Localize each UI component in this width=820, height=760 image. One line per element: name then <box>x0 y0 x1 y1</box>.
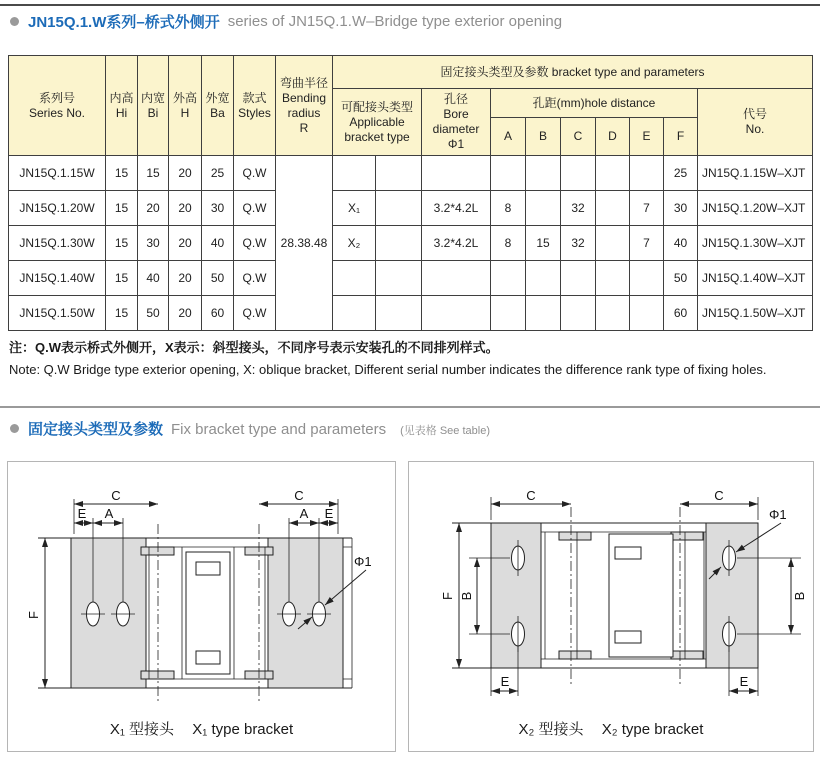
col-header-bi-zh: 内宽 <box>140 90 165 105</box>
col-header-bore-en: Bore diameter <box>432 107 480 136</box>
col-header-radius-zh: 弯曲半径 <box>279 75 328 90</box>
cell-d <box>596 226 630 261</box>
col-header-radius-sym: R <box>299 120 309 135</box>
cell-d <box>596 156 630 191</box>
cell-f: 50 <box>664 261 698 296</box>
cell-series: JN15Q.1.30W <box>9 226 106 261</box>
cell-style: Q.W <box>234 261 276 296</box>
cell-hi: 15 <box>106 261 138 296</box>
cell-series: JN15Q.1.50W <box>9 296 106 331</box>
cell-a: 8 <box>491 226 526 261</box>
bullet-icon <box>10 17 19 26</box>
dim-label-e: E <box>324 506 334 521</box>
col-header-series-en: Series No. <box>28 105 86 120</box>
cell-b <box>526 156 561 191</box>
cell-style: Q.W <box>234 191 276 226</box>
cell-bore: 3.2*4.2L <box>422 226 491 261</box>
dim-label-phi1: Φ1 <box>354 554 372 569</box>
col-header-bore <box>422 89 491 156</box>
cell-bracket: X₁ <box>333 191 376 226</box>
cell-h: 20 <box>169 226 202 261</box>
x2-caption-zh: X₂ 型接头 <box>518 721 584 738</box>
group-header-bracket-params: 固定接头类型及参数 bracket type and parameters <box>333 56 813 89</box>
col-header-bore-zh: 孔径 <box>443 92 468 106</box>
cell-no: JN15Q.1.40W–XJT <box>698 261 813 296</box>
dim-label-a: A <box>299 506 309 521</box>
dim-label-c: C <box>714 488 724 503</box>
x1-caption-en: X₁ type bracket <box>192 721 294 738</box>
cell-b <box>526 261 561 296</box>
dim-label-f: F <box>440 592 455 600</box>
table-row <box>9 191 813 226</box>
cell-h: 20 <box>169 191 202 226</box>
cell-bore <box>422 156 491 191</box>
dim-label-a: A <box>104 506 114 521</box>
section2-title-zh: 固定接头类型及参数 <box>28 421 164 438</box>
cell-ba: 60 <box>202 296 234 331</box>
notes <box>9 337 767 377</box>
cell-series: JN15Q.1.40W <box>9 261 106 296</box>
cell-e <box>630 296 664 331</box>
cell-b <box>526 296 561 331</box>
section2-title-en: Fix bracket type and parameters <box>171 421 387 438</box>
dim-label-e: E <box>739 674 749 689</box>
col-header-bracket-type <box>333 89 422 156</box>
cell-bracket2 <box>376 296 422 331</box>
cell-bending-radius: 28.38.48 <box>276 156 333 331</box>
col-header-c: C <box>561 118 596 156</box>
col-header-e: E <box>630 118 664 156</box>
dim-label-b: B <box>459 591 474 601</box>
cell-bracket <box>333 296 376 331</box>
col-header-bi <box>138 56 169 156</box>
cell-h: 20 <box>169 156 202 191</box>
cell-c: 32 <box>561 191 596 226</box>
cell-b <box>526 191 561 226</box>
cell-bore: 3.2*4.2L <box>422 191 491 226</box>
cell-ba: 40 <box>202 226 234 261</box>
cell-c: 32 <box>561 226 596 261</box>
dim-label-b: B <box>792 591 807 601</box>
cell-h: 20 <box>169 296 202 331</box>
cell-a <box>491 296 526 331</box>
cell-f: 30 <box>664 191 698 226</box>
cell-e: 7 <box>630 226 664 261</box>
cell-a <box>491 261 526 296</box>
col-header-hi-en: Hi <box>115 105 128 120</box>
cell-style: Q.W <box>234 296 276 331</box>
col-header-bracket-zh: 可配接头类型 <box>340 99 413 114</box>
top-divider <box>0 4 820 6</box>
x1-bracket-drawing <box>8 462 395 712</box>
cell-bracket: X₂ <box>333 226 376 261</box>
x1-caption-zh: X₁ 型接头 <box>109 721 175 738</box>
cell-hi: 15 <box>106 296 138 331</box>
dim-label-phi1: Φ1 <box>769 507 787 522</box>
cell-ba: 25 <box>202 156 234 191</box>
cell-bracket2 <box>376 156 422 191</box>
col-header-bore-sym: Φ1 <box>447 137 465 151</box>
cell-hi: 15 <box>106 226 138 261</box>
x2-bracket-drawing <box>409 462 813 712</box>
cell-bi: 50 <box>138 296 169 331</box>
cell-no: JN15Q.1.15W–XJT <box>698 156 813 191</box>
bullet-icon <box>10 424 19 433</box>
cell-style: Q.W <box>234 156 276 191</box>
page-title <box>10 11 562 32</box>
cell-bracket2 <box>376 191 422 226</box>
dim-label-c: C <box>111 488 121 503</box>
col-header-radius <box>276 56 333 156</box>
col-header-bi-en: Bi <box>147 105 159 120</box>
col-header-ba-zh: 外宽 <box>205 90 230 105</box>
table-row <box>9 261 813 296</box>
cell-a <box>491 156 526 191</box>
col-header-radius-en2: radius <box>287 105 321 120</box>
cell-bracket <box>333 261 376 296</box>
cell-ba: 30 <box>202 191 234 226</box>
col-header-hole-distance: 孔距(mm)hole distance <box>491 89 698 118</box>
col-header-b: B <box>526 118 561 156</box>
table-row <box>9 156 813 191</box>
cell-hi: 15 <box>106 191 138 226</box>
col-header-hi-zh: 内高 <box>109 90 134 105</box>
col-header-series <box>9 56 106 156</box>
cell-e: 7 <box>630 191 664 226</box>
cell-bore <box>422 296 491 331</box>
table-row <box>9 226 813 261</box>
col-header-radius-en1: Bending <box>281 90 327 105</box>
page-title-en: series of JN15Q.1.W–Bridge type exterior opening <box>227 13 563 30</box>
x2-caption <box>409 718 813 739</box>
cell-h: 20 <box>169 261 202 296</box>
cell-no: JN15Q.1.50W–XJT <box>698 296 813 331</box>
cell-f: 25 <box>664 156 698 191</box>
x1-caption <box>8 718 395 739</box>
dim-label-e: E <box>500 674 510 689</box>
col-header-ba-en: Ba <box>210 105 225 120</box>
col-header-hi <box>106 56 138 156</box>
cell-e <box>630 261 664 296</box>
col-header-h-en: H <box>180 105 190 120</box>
diagram-x1-bracket <box>7 461 396 752</box>
col-header-styles-en: Styles <box>238 105 271 120</box>
cell-hi: 15 <box>106 156 138 191</box>
section2-aside: (见表格 See table) <box>400 425 490 437</box>
dim-label-f: F <box>26 611 41 619</box>
cell-f: 60 <box>664 296 698 331</box>
section2-title <box>10 418 490 439</box>
cell-bi: 40 <box>138 261 169 296</box>
col-header-no <box>698 89 813 156</box>
cell-d <box>596 191 630 226</box>
dim-label-c: C <box>294 488 304 503</box>
dim-label-c: C <box>526 488 536 503</box>
cell-c <box>561 296 596 331</box>
col-header-d: D <box>596 118 630 156</box>
x2-caption-en: X₂ type bracket <box>601 721 704 738</box>
col-header-f: F <box>664 118 698 156</box>
col-header-h-zh: 外高 <box>172 90 197 105</box>
cell-series: JN15Q.1.15W <box>9 156 106 191</box>
cell-no: JN15Q.1.30W–XJT <box>698 226 813 261</box>
col-header-styles-zh: 款式 <box>242 90 267 105</box>
cell-style: Q.W <box>234 226 276 261</box>
note-en: Note: Q.W Bridge type exterior opening, X: oblique bracket, Different serial number indicates the difference rank type of fixing holes. <box>9 362 767 377</box>
cell-b: 15 <box>526 226 561 261</box>
cell-f: 40 <box>664 226 698 261</box>
cell-bracket <box>333 156 376 191</box>
cell-c <box>561 261 596 296</box>
table-row <box>9 296 813 331</box>
col-header-series-zh: 系列号 <box>38 90 75 105</box>
col-header-styles <box>234 56 276 156</box>
cell-d <box>596 296 630 331</box>
cell-a: 8 <box>491 191 526 226</box>
cell-series: JN15Q.1.20W <box>9 191 106 226</box>
col-header-no-en: No. <box>745 122 765 136</box>
page-title-zh: JN15Q.1.W系列–桥式外侧开 <box>28 14 220 31</box>
col-header-no-zh: 代号 <box>742 107 767 121</box>
dim-label-e: E <box>77 506 87 521</box>
cell-bracket2 <box>376 226 422 261</box>
cell-bracket2 <box>376 261 422 296</box>
col-header-a: A <box>491 118 526 156</box>
col-header-h <box>169 56 202 156</box>
cell-bi: 30 <box>138 226 169 261</box>
cell-bore <box>422 261 491 296</box>
spec-table <box>8 55 813 331</box>
cell-bi: 15 <box>138 156 169 191</box>
col-header-ba <box>202 56 234 156</box>
cell-no: JN15Q.1.20W–XJT <box>698 191 813 226</box>
col-header-bracket-en: Applicable bracket type <box>344 114 410 144</box>
cell-e <box>630 156 664 191</box>
section-divider <box>0 406 820 408</box>
diagram-x2-bracket <box>408 461 814 752</box>
cell-c <box>561 156 596 191</box>
cell-ba: 50 <box>202 261 234 296</box>
cell-bi: 20 <box>138 191 169 226</box>
cell-d <box>596 261 630 296</box>
note-zh: 注：Q.W表示桥式外侧开，X表示：斜型接头，不同序号表示安装孔的不同排列样式。 <box>9 340 499 355</box>
